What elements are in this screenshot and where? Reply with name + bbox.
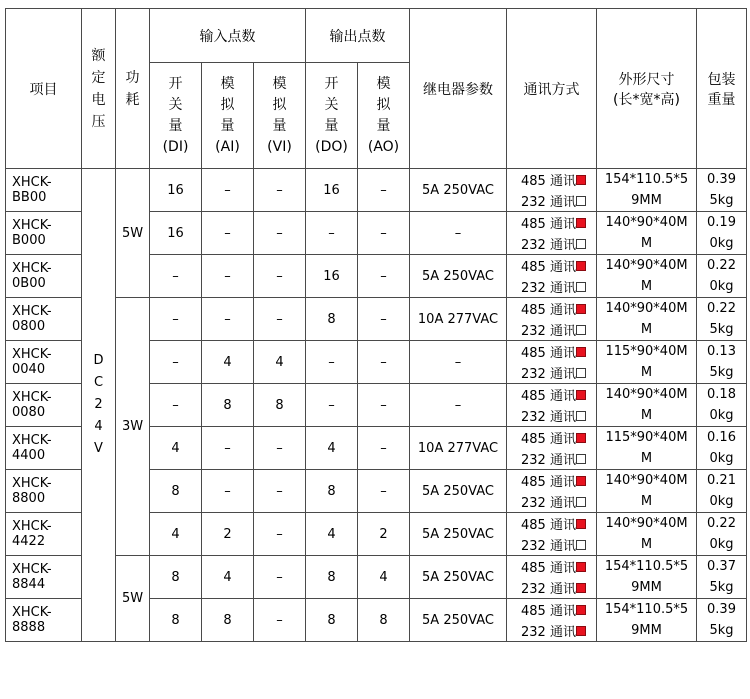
comm-485-line (511, 298, 592, 319)
voltage-cell (82, 169, 116, 642)
header-weight-line2: 重量 (707, 91, 736, 108)
comm-232-line (511, 491, 592, 512)
weight-cell (697, 556, 747, 599)
ao-cell: – (358, 470, 410, 513)
comm-485-label: 485 通讯 (521, 174, 576, 189)
relay-cell: – (410, 341, 507, 384)
comm-232-line (511, 448, 592, 469)
weight-text: 0.375kg (707, 559, 736, 595)
header-relay: 继电器参数 (410, 9, 507, 169)
do-cell: 16 (306, 255, 358, 298)
weight-cell (697, 427, 747, 470)
comm-cell (507, 212, 597, 255)
weight-text: 0.395kg (707, 172, 736, 208)
header-di (150, 63, 202, 169)
weight-cell (697, 599, 747, 642)
unchecked-box-icon (576, 540, 586, 550)
comm-232-label: 232 通讯 (521, 324, 576, 339)
header-di-code: (DI) (162, 138, 189, 155)
header-power-text: 功耗 (125, 69, 140, 108)
checked-box-icon (576, 347, 586, 357)
comm-cell (507, 556, 597, 599)
header-do-text: 开关量 (324, 75, 339, 134)
table-row (6, 556, 747, 599)
comm-485-label: 485 通讯 (521, 260, 576, 275)
vi-cell: – (254, 599, 306, 642)
do-cell: – (306, 212, 358, 255)
checked-box-icon (576, 626, 586, 636)
header-vi-code: (VI) (267, 138, 292, 155)
weight-cell (697, 384, 747, 427)
comm-232-label: 232 通讯 (521, 195, 576, 210)
spec-table (5, 8, 747, 642)
header-output-points: 输出点数 (306, 9, 410, 63)
do-cell: 16 (306, 169, 358, 212)
unchecked-box-icon (576, 497, 586, 507)
dims-cell (597, 212, 697, 255)
voltage-text: DC24V (93, 353, 104, 456)
dims-text: 115*90*40MM (605, 344, 688, 380)
ai-cell: 8 (202, 384, 254, 427)
relay-cell: – (410, 384, 507, 427)
dims-text: 140*90*40MM (605, 516, 688, 552)
model-cell: XHCK-0800 (6, 298, 82, 341)
do-cell: – (306, 341, 358, 384)
comm-232-line (511, 405, 592, 426)
di-cell: 8 (150, 470, 202, 513)
ai-cell: – (202, 255, 254, 298)
comm-cell (507, 255, 597, 298)
comm-232-line (511, 577, 592, 598)
do-cell: – (306, 384, 358, 427)
checked-box-icon (576, 583, 586, 593)
ai-cell: – (202, 470, 254, 513)
dims-cell (597, 556, 697, 599)
vi-cell: 4 (254, 341, 306, 384)
weight-cell (697, 341, 747, 384)
header-vi (254, 63, 306, 169)
comm-232-label: 232 通讯 (521, 625, 576, 640)
header-voltage-text: 额定电压 (91, 47, 106, 130)
header-do-code: (DO) (315, 138, 348, 155)
comm-232-label: 232 通讯 (521, 238, 576, 253)
di-cell: 4 (150, 427, 202, 470)
dims-text: 140*90*40MM (605, 301, 688, 337)
comm-cell (507, 599, 597, 642)
dims-cell (597, 427, 697, 470)
comm-485-line (511, 341, 592, 362)
comm-232-label: 232 通讯 (521, 281, 576, 296)
dims-text: 140*90*40MM (605, 473, 688, 509)
header-dims-line1: 外形尺寸 (618, 71, 675, 88)
header-weight (697, 9, 747, 169)
do-cell: 4 (306, 513, 358, 556)
weight-cell (697, 470, 747, 513)
relay-cell: 5A 250VAC (410, 255, 507, 298)
header-ai (202, 63, 254, 169)
dims-text: 140*90*40MM (605, 258, 688, 294)
dims-text: 140*90*40MM (605, 215, 688, 251)
comm-cell (507, 298, 597, 341)
comm-232-label: 232 通讯 (521, 453, 576, 468)
ao-cell: 2 (358, 513, 410, 556)
do-cell: 8 (306, 298, 358, 341)
dims-cell (597, 384, 697, 427)
vi-cell: – (254, 255, 306, 298)
relay-cell: 10A 277VAC (410, 427, 507, 470)
comm-485-label: 485 通讯 (521, 346, 576, 361)
comm-485-label: 485 通讯 (521, 217, 576, 232)
vi-cell: – (254, 298, 306, 341)
di-cell: 4 (150, 513, 202, 556)
ai-cell: 4 (202, 341, 254, 384)
header-weight-line1: 包装 (707, 71, 736, 88)
header-ao (358, 63, 410, 169)
relay-cell: 5A 250VAC (410, 470, 507, 513)
comm-cell (507, 513, 597, 556)
ai-cell: – (202, 298, 254, 341)
di-cell: – (150, 298, 202, 341)
weight-text: 0.190kg (707, 215, 736, 251)
dims-cell (597, 169, 697, 212)
relay-cell: 5A 250VAC (410, 169, 507, 212)
comm-cell (507, 169, 597, 212)
comm-485-label: 485 通讯 (521, 432, 576, 447)
power-cell-3w: 3W (116, 298, 150, 556)
dims-text: 115*90*40MM (605, 430, 688, 466)
weight-text: 0.220kg (707, 258, 736, 294)
vi-cell: – (254, 513, 306, 556)
di-cell: – (150, 384, 202, 427)
unchecked-box-icon (576, 325, 586, 335)
ao-cell: 4 (358, 556, 410, 599)
model-cell: XHCK-BB00 (6, 169, 82, 212)
weight-text: 0.160kg (707, 430, 736, 466)
ao-cell: – (358, 384, 410, 427)
comm-485-line (511, 556, 592, 577)
dims-cell (597, 341, 697, 384)
model-cell: XHCK-4422 (6, 513, 82, 556)
weight-text: 0.180kg (707, 387, 736, 423)
di-cell: 8 (150, 556, 202, 599)
model-cell: XHCK-0040 (6, 341, 82, 384)
header-dims-line2: (长*宽*高) (613, 91, 680, 108)
dims-cell (597, 513, 697, 556)
model-cell: XHCK-4400 (6, 427, 82, 470)
relay-cell: 5A 250VAC (410, 599, 507, 642)
checked-box-icon (576, 433, 586, 443)
header-ao-text: 模拟量 (376, 75, 391, 134)
di-cell: – (150, 341, 202, 384)
ao-cell: – (358, 427, 410, 470)
header-do (306, 63, 358, 169)
header-dims (597, 9, 697, 169)
comm-232-label: 232 通讯 (521, 582, 576, 597)
comm-232-line (511, 190, 592, 211)
comm-cell (507, 341, 597, 384)
relay-cell: 5A 250VAC (410, 513, 507, 556)
comm-485-label: 485 通讯 (521, 561, 576, 576)
ai-cell: 2 (202, 513, 254, 556)
header-comm: 通讯方式 (507, 9, 597, 169)
weight-cell (697, 298, 747, 341)
dims-text: 154*110.5*59MM (604, 602, 689, 638)
checked-box-icon (576, 562, 586, 572)
do-cell: 8 (306, 599, 358, 642)
ai-cell: – (202, 212, 254, 255)
ai-cell: 8 (202, 599, 254, 642)
header-voltage (82, 9, 116, 169)
comm-485-label: 485 通讯 (521, 303, 576, 318)
comm-485-label: 485 通讯 (521, 389, 576, 404)
comm-485-line (511, 427, 592, 448)
header-item: 项目 (6, 9, 82, 169)
model-cell: XHCK-8800 (6, 470, 82, 513)
weight-cell (697, 212, 747, 255)
dims-text: 154*110.5*59MM (604, 172, 689, 208)
table-row (6, 298, 747, 341)
di-cell: 16 (150, 169, 202, 212)
unchecked-box-icon (576, 239, 586, 249)
weight-text: 0.220kg (707, 516, 736, 552)
di-cell: 8 (150, 599, 202, 642)
ai-cell: – (202, 169, 254, 212)
weight-text: 0.210kg (707, 473, 736, 509)
relay-cell: 5A 250VAC (410, 556, 507, 599)
header-row-1 (6, 9, 747, 63)
unchecked-box-icon (576, 368, 586, 378)
comm-cell (507, 384, 597, 427)
unchecked-box-icon (576, 411, 586, 421)
header-input-points: 输入点数 (150, 9, 306, 63)
header-di-text: 开关量 (168, 75, 183, 134)
ao-cell: 8 (358, 599, 410, 642)
model-cell: XHCK-0B00 (6, 255, 82, 298)
weight-text: 0.395kg (707, 602, 736, 638)
model-cell: XHCK-8844 (6, 556, 82, 599)
ai-cell: – (202, 427, 254, 470)
vi-cell: – (254, 212, 306, 255)
vi-cell: – (254, 169, 306, 212)
comm-485-line (511, 599, 592, 620)
relay-cell: 10A 277VAC (410, 298, 507, 341)
comm-232-line (511, 319, 592, 340)
header-ai-text: 模拟量 (220, 75, 235, 134)
dims-text: 154*110.5*59MM (604, 559, 689, 595)
checked-box-icon (576, 390, 586, 400)
header-ao-code: (AO) (367, 138, 400, 155)
comm-cell (507, 427, 597, 470)
weight-cell (697, 255, 747, 298)
power-cell-5w-bottom: 5W (116, 556, 150, 642)
comm-485-line (511, 255, 592, 276)
checked-box-icon (576, 476, 586, 486)
dims-cell (597, 255, 697, 298)
ao-cell: – (358, 169, 410, 212)
dims-cell (597, 599, 697, 642)
ao-cell: – (358, 341, 410, 384)
di-cell: – (150, 255, 202, 298)
checked-box-icon (576, 218, 586, 228)
comm-485-line (511, 513, 592, 534)
comm-485-label: 485 通讯 (521, 518, 576, 533)
comm-232-label: 232 通讯 (521, 367, 576, 382)
comm-232-line (511, 233, 592, 254)
comm-232-line (511, 276, 592, 297)
checked-box-icon (576, 519, 586, 529)
comm-485-line (511, 169, 592, 190)
vi-cell: – (254, 427, 306, 470)
model-cell: XHCK-0080 (6, 384, 82, 427)
checked-box-icon (576, 304, 586, 314)
weight-text: 0.135kg (707, 344, 736, 380)
vi-cell: – (254, 556, 306, 599)
model-cell: XHCK-8888 (6, 599, 82, 642)
header-power (116, 9, 150, 169)
do-cell: 8 (306, 470, 358, 513)
dims-text: 140*90*40MM (605, 387, 688, 423)
ao-cell: – (358, 255, 410, 298)
checked-box-icon (576, 175, 586, 185)
vi-cell: – (254, 470, 306, 513)
dims-cell (597, 470, 697, 513)
comm-232-label: 232 通讯 (521, 410, 576, 425)
do-cell: 8 (306, 556, 358, 599)
checked-box-icon (576, 605, 586, 615)
checked-box-icon (576, 261, 586, 271)
model-cell: XHCK-B000 (6, 212, 82, 255)
di-cell: 16 (150, 212, 202, 255)
comm-cell (507, 470, 597, 513)
comm-232-line (511, 620, 592, 641)
relay-cell: – (410, 212, 507, 255)
power-cell-5w-top: 5W (116, 169, 150, 298)
header-vi-text: 模拟量 (272, 75, 287, 134)
comm-232-line (511, 534, 592, 555)
unchecked-box-icon (576, 196, 586, 206)
do-cell: 4 (306, 427, 358, 470)
comm-232-label: 232 通讯 (521, 496, 576, 511)
table-row (6, 169, 747, 212)
comm-485-line (511, 470, 592, 491)
dims-cell (597, 298, 697, 341)
weight-cell (697, 513, 747, 556)
comm-232-line (511, 362, 592, 383)
header-ai-code: (AI) (215, 138, 240, 155)
comm-485-label: 485 通讯 (521, 475, 576, 490)
comm-485-line (511, 212, 592, 233)
comm-485-line (511, 384, 592, 405)
ao-cell: – (358, 212, 410, 255)
vi-cell: 8 (254, 384, 306, 427)
ai-cell: 4 (202, 556, 254, 599)
ao-cell: – (358, 298, 410, 341)
comm-232-label: 232 通讯 (521, 539, 576, 554)
comm-485-label: 485 通讯 (521, 604, 576, 619)
spec-table-body (6, 9, 747, 642)
unchecked-box-icon (576, 454, 586, 464)
weight-cell (697, 169, 747, 212)
weight-text: 0.225kg (707, 301, 736, 337)
unchecked-box-icon (576, 282, 586, 292)
